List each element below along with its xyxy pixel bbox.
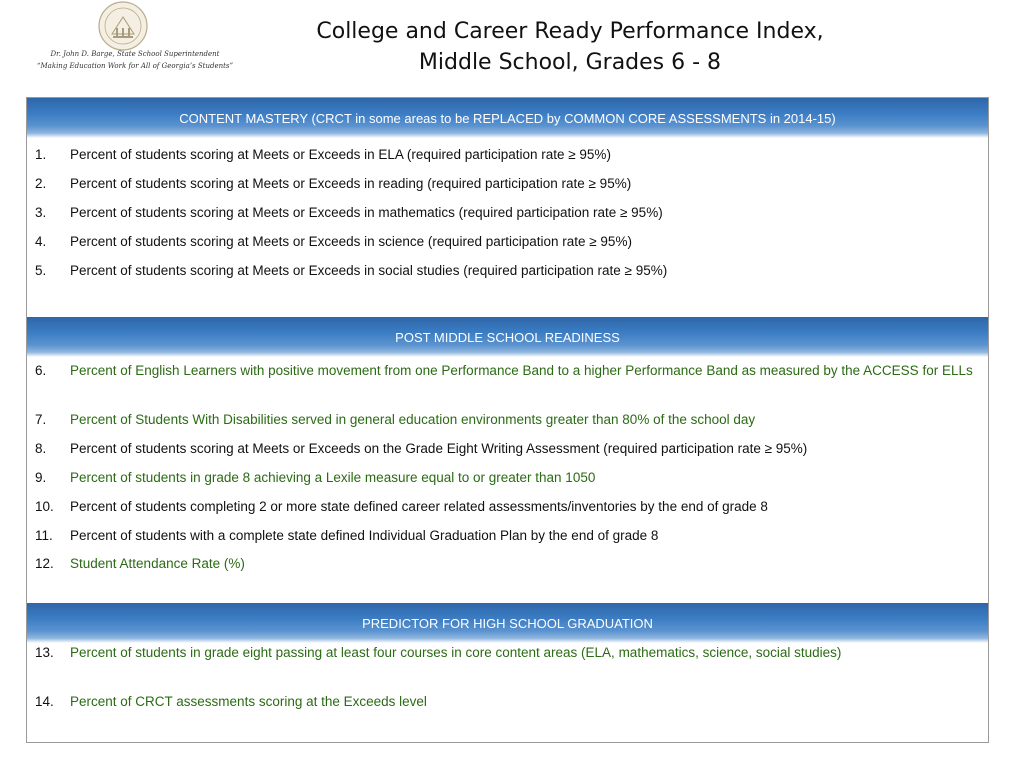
- indicator-number: 4.: [35, 234, 47, 249]
- indicator-text: Percent of Students With Disabilities served in general education environments greater than 80% of the school day: [70, 412, 756, 427]
- indicator-text: Percent of students scoring at Meets or Exceeds in ELA (required participation rate ≥ 95%): [70, 147, 611, 162]
- indicator-number: 12.: [35, 556, 54, 571]
- indicator-item: [35, 261, 985, 281]
- indicator-text: Percent of students in grade eight passing at least four courses in core content areas (ELA, mathematics, science, social studies): [70, 645, 842, 660]
- indicator-text: Student Attendance Rate (%): [70, 556, 245, 571]
- indicator-number: 8.: [35, 441, 47, 456]
- indicator-item: [35, 692, 985, 712]
- indicator-text: Percent of students scoring at Meets or Exceeds in science (required participation rate ≥ 95%): [70, 234, 632, 249]
- indicator-item: [35, 643, 985, 663]
- indicator-text: Percent of English Learners with positive movement from one Performance Band to a higher Performance Band as measured by the ACCESS for ELLs: [70, 363, 973, 378]
- indicator-number: 3.: [35, 205, 47, 220]
- title-line-1: College and Career Ready Performance Index,: [316, 19, 824, 44]
- indicator-item: [35, 410, 985, 430]
- indicator-number: 5.: [35, 263, 47, 278]
- indicator-text: Percent of students scoring at Meets or Exceeds in social studies (required participation rate ≥ 95%): [70, 263, 668, 278]
- indicator-item: [35, 468, 985, 488]
- indicator-number: 13.: [35, 645, 54, 660]
- indicator-number: 1.: [35, 147, 47, 162]
- indicator-number: 6.: [35, 363, 47, 378]
- indicator-number: 2.: [35, 176, 47, 191]
- indicator-text: Percent of students scoring at Meets or Exceeds in reading (required participation rate ≥ 95%): [70, 176, 632, 191]
- indicator-item: [35, 361, 985, 381]
- title-line-2: Middle School, Grades 6 - 8: [418, 50, 722, 75]
- indicator-item: [35, 497, 985, 517]
- section-heading-content-mastery: CONTENT MASTERY (CRCT in some areas to be REPLACED by COMMON CORE ASSESSMENTS in 2014-15): [27, 98, 988, 138]
- indicator-number: 14.: [35, 694, 54, 709]
- indicator-item: [35, 174, 985, 194]
- indicator-number: 7.: [35, 412, 47, 427]
- section-heading-predictor-graduation: PREDICTOR FOR HIGH SCHOOL GRADUATION: [27, 603, 988, 643]
- indicator-item: [35, 145, 985, 165]
- indicator-item: [35, 554, 985, 574]
- indicator-number: 10.: [35, 499, 54, 514]
- indicator-item: [35, 439, 985, 459]
- indicator-item: [35, 232, 985, 252]
- indicator-item: [35, 526, 985, 546]
- indicator-number: 11.: [35, 528, 53, 543]
- department-motto: “Making Education Work for All of Georgia’s Students”: [36, 62, 234, 70]
- indicator-number: 9.: [35, 470, 47, 485]
- page-header: [0, 0, 1024, 96]
- indicator-text: Percent of students scoring at Meets or Exceeds on the Grade Eight Writing Assessment (required participation rate ≥ 95%): [70, 441, 808, 456]
- indicator-text: Percent of students with a complete state defined Individual Graduation Plan by the end of grade 8: [70, 528, 659, 543]
- section-heading-post-middle-school-readiness: POST MIDDLE SCHOOL READINESS: [27, 317, 988, 357]
- superintendent-name: Dr. John D. Barge, State School Superintendent: [50, 50, 220, 58]
- indicator-item: [35, 203, 985, 223]
- page-title: [260, 16, 880, 78]
- indicator-panel: [26, 97, 989, 743]
- indicator-text: Percent of CRCT assessments scoring at the Exceeds level: [70, 694, 427, 709]
- indicator-text: Percent of students in grade 8 achieving a Lexile measure equal to or greater than 1050: [70, 470, 596, 485]
- indicator-text: Percent of students completing 2 or more state defined career related assessments/inventories by the end of grade 8: [70, 499, 768, 514]
- indicator-text: Percent of students scoring at Meets or Exceeds in mathematics (required participation rate ≥ 95%): [70, 205, 663, 220]
- georgia-seal-icon: [97, 0, 149, 52]
